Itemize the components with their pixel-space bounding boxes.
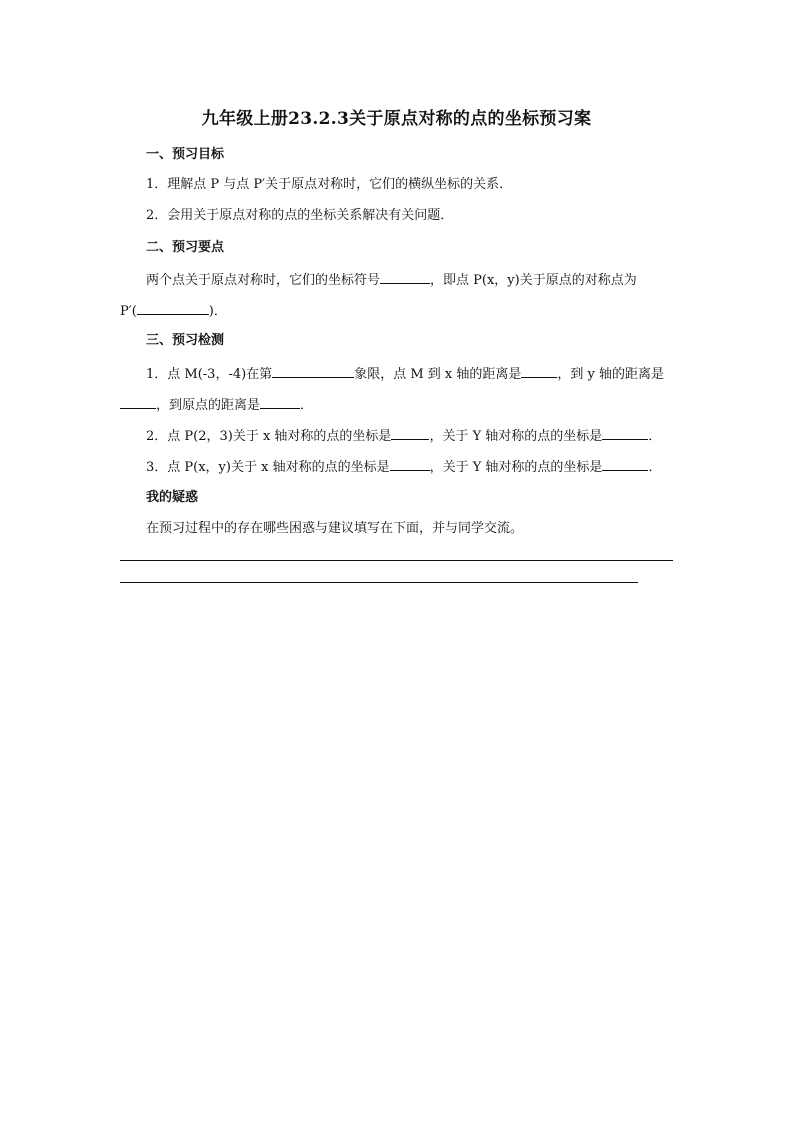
q3-text-b: ，关于 Y 轴对称的点的坐标是 (429, 460, 603, 475)
q3-text-c: ． (648, 460, 662, 475)
question-1-line-2 (120, 395, 313, 415)
q2-text-c: ． (648, 429, 662, 444)
key-points-line-2 (120, 301, 227, 321)
q1-text-c: ，到 y 轴的距离是 (557, 367, 664, 382)
section-heading-questions: 我的疑惑 (146, 490, 199, 505)
section-heading-goals: 一、预习目标 (146, 147, 225, 162)
q1-text-a: 1．点 M(-3，-4)在第 (146, 367, 273, 382)
answer-blank[interactable] (391, 426, 429, 440)
question-3 (146, 457, 661, 477)
key-points-line-1 (146, 270, 637, 290)
writing-line-2[interactable] (120, 582, 638, 583)
answer-blank[interactable] (390, 457, 430, 471)
q2-text-b: ，关于 Y 轴对称的点的坐标是 (429, 429, 603, 444)
writing-line-1[interactable] (120, 560, 673, 561)
answer-blank[interactable] (602, 426, 648, 440)
key-points-text-c: P′( (120, 304, 137, 319)
answer-blank[interactable] (521, 364, 557, 378)
q3-text-a: 3．点 P(x，y)关于 x 轴对称的点的坐标是 (146, 460, 390, 475)
key-points-text-d: )． (208, 304, 227, 319)
question-2 (146, 426, 661, 446)
questions-instruction: 在预习过程中的存在哪些困惑与建议填写在下面，并与同学交流。 (146, 521, 524, 536)
answer-blank[interactable] (260, 395, 300, 409)
q1-text-b: 象限，点 M 到 x 轴的距离是 (354, 367, 522, 382)
goal-item-1: 1．理解点 P 与点 P′关于原点对称时，它们的横纵坐标的关系． (146, 177, 513, 192)
q1-text-e: ． (300, 398, 314, 413)
answer-blank[interactable] (380, 270, 430, 284)
answer-blank[interactable] (602, 457, 648, 471)
section-heading-check: 三、预习检测 (146, 333, 225, 348)
key-points-text-a: 两个点关于原点对称时，它们的坐标符号 (146, 273, 381, 288)
q2-text-a: 2．点 P(2，3)关于 x 轴对称的点的坐标是 (146, 429, 392, 444)
key-points-text-b: ，即点 P(x，y)关于原点的对称点为 (430, 273, 637, 288)
question-1-line-1 (146, 364, 664, 384)
answer-blank[interactable] (137, 301, 209, 315)
goal-item-2: 2．会用关于原点对称的点的坐标关系解决有关问题． (146, 208, 454, 223)
answer-blank[interactable] (120, 395, 156, 409)
page-title: 九年级上册23.2.3关于原点对称的点的坐标预习案 (201, 109, 592, 129)
q1-text-d: ，到原点的距离是 (156, 398, 261, 413)
answer-blank[interactable] (272, 364, 354, 378)
section-heading-key-points: 二、预习要点 (146, 240, 225, 255)
